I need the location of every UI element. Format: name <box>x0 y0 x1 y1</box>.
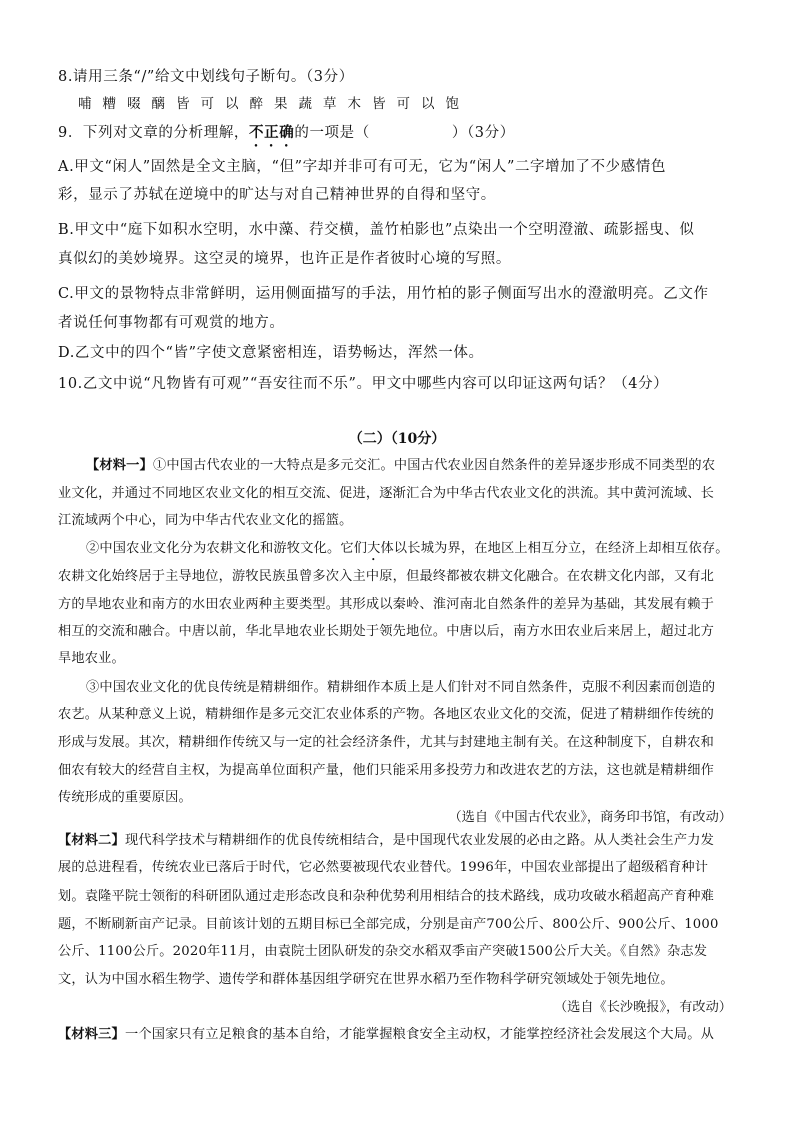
material-2-line-6: 文，认为中国水稻生物学、遗传学和群体基因组学研究在世界水稻乃至作物科学研究领域处于领先地位。 <box>58 972 674 987</box>
material-1-line-1: 【材料一】①中国古代农业的一大特点是多元交汇。中国古代农业因自然条件的差异逐步形成不同类型的农 <box>86 458 716 473</box>
material-1-line-3: 江流域两个中心，同为中华古代农业文化的摇篮。 <box>58 513 353 528</box>
question-8-sentence: 哺糟啜醨皆可以醉果蔬草木皆可以饱 <box>78 96 470 112</box>
material-1-para-3-line-1: ③中国农业文化的优良传统是精耕细作。精耕细作本质上是人们针对不同自然条件，克服不利因素而创造的 <box>86 680 716 695</box>
material-2-label: 【材料二】 <box>58 833 125 848</box>
material-3-label: 【材料三】 <box>58 1027 125 1042</box>
question-9-emphasis: 不正确 <box>249 124 295 141</box>
option-c-line-2: 者说任何事物都有可观赏的地方。 <box>58 315 285 331</box>
material-1-para-3-line-4: 佃农有较大的经营自主权，为提高单位面积产量，他们只能采用多投劳力和改进农艺的方法，这也就是精耕细作 <box>58 763 714 778</box>
material-1-label: 【材料一】 <box>86 458 153 473</box>
question-9-suffix: 的一项是（ <box>294 125 370 141</box>
emphasized-char: 大 <box>367 541 381 556</box>
question-9 <box>58 123 515 150</box>
option-c-line-1: C.甲文的景物特点非常鲜明，运用侧面描写的手法，用竹柏的影子侧面写出水的澄澈明亮。乙文作 <box>58 286 709 302</box>
material-2-line-4: 题，不断刷新亩产记录。目前该计划的五期目标已全部完成，分别是亩产700公斤、800公斤、900公斤、1000 <box>58 917 719 932</box>
option-d: D.乙文中的四个“皆”字使文意紧密相连，语势畅达，浑然一体。 <box>58 345 484 361</box>
material-1-para-2-line-1: ②中国农业文化分为农耕文化和游牧文化。它们大体以长城为界，在地区上相互分立，在经济上却相互依存。 <box>86 541 729 556</box>
material-1-line-2: 业文化，并通过不同地区农业文化的相互交流、促进，逐渐汇合为中华古代农业文化的洪流。其中黄河流域、长 <box>58 486 714 501</box>
section-2-title: （二）（10分） <box>348 431 446 447</box>
question-9-score: ）（3分） <box>451 125 515 141</box>
material-1-para-2-line-4: 相互的交流和融合。中唐以前，华北旱地农业长期处于领先地位。中唐以后，南方水田农业后来居上，超过北方 <box>58 624 714 639</box>
option-b-line-1: B.甲文中“庭下如积水空明，水中藻、荇交横，盖竹柏影也”点染出一个空明澄澈、疏影摇曳、似 <box>58 222 695 238</box>
question-9-prefix: 9．下列对文章的分析理解， <box>58 125 250 141</box>
material-1-source: （选自《中国古代农业》，商务印书馆，有改动） <box>448 810 732 825</box>
material-2-line-5: 公斤、1100公斤。2020年11月，由袁院士团队研发的杂交水稻双季亩产突破1500公斤大关。《自然》杂志发 <box>58 944 708 959</box>
option-a-line-1: A.甲文“闲人”固然是全文主脑，“但”字却并非可有可无，它为“闲人”二字增加了不少感情色 <box>58 159 666 175</box>
question-8: 8.请用三条“/”给文中划线句子断句。（3分） <box>58 69 354 85</box>
material-3-line-1: 【材料三】一个国家只有立足粮食的基本自给，才能掌握粮食安全主动权，才能掌控经济社会发展这个大局。从 <box>58 1027 714 1042</box>
material-2-line-1: 【材料二】现代科学技术与精耕细作的优良传统相结合，是中国现代农业发展的必由之路。从人类社会生产力发 <box>58 833 714 848</box>
option-b-line-2: 真似幻的美妙境界。这空灵的境界，也许正是作者彼时心境的写照。 <box>58 251 511 267</box>
material-2-line-2: 展的总进程看，传统农业已落后于时代，它必然要被现代农业替代。1996年，中国农业部提出了超级稻育种计 <box>58 860 709 875</box>
material-1-para-2-line-2: 农耕文化始终居于主导地位，游牧民族虽曾多次入主中原，但最终都被农耕文化融合。在农耕文化内部，又有北 <box>58 569 714 584</box>
material-1-para-2-line-3: 方的旱地农业和南方的水田农业两种主要类型。其形成以秦岭、淮河南北自然条件的差异为基础，其发展有赖于 <box>58 597 714 612</box>
material-1-para-3-line-3: 形成与发展。其次，精耕细作传统又与一定的社会经济条件，尤其与封建地主制有关。在这种制度下，自耕农和 <box>58 735 714 750</box>
question-10: 10.乙文中说“凡物皆有可观”“吾安往而不乐”。甲文中哪些内容可以印证这两句话？（4分） <box>58 376 669 392</box>
material-1-para-3-line-2: 农艺。从某种意义上说，精耕细作是多元交汇农业体系的产物。各地区农业文化的交流，促进了精耕细作传统的 <box>58 707 714 722</box>
material-2-line-3: 划。袁隆平院士领衔的科研团队通过走形态改良和杂种优势利用相结合的技术路线，成功攻破水稻超高产育种难 <box>58 889 714 904</box>
material-1-para-3-line-5: 传统形成的重要原因。 <box>58 790 192 805</box>
material-1-para-2-line-5: 旱地农业。 <box>58 651 125 666</box>
material-2-source: （选自《长沙晚报》，有改动） <box>553 1000 732 1015</box>
option-a-line-2: 彩，显示了苏轼在逆境中的旷达与对自己精神世界的自得和坚守。 <box>58 187 496 203</box>
